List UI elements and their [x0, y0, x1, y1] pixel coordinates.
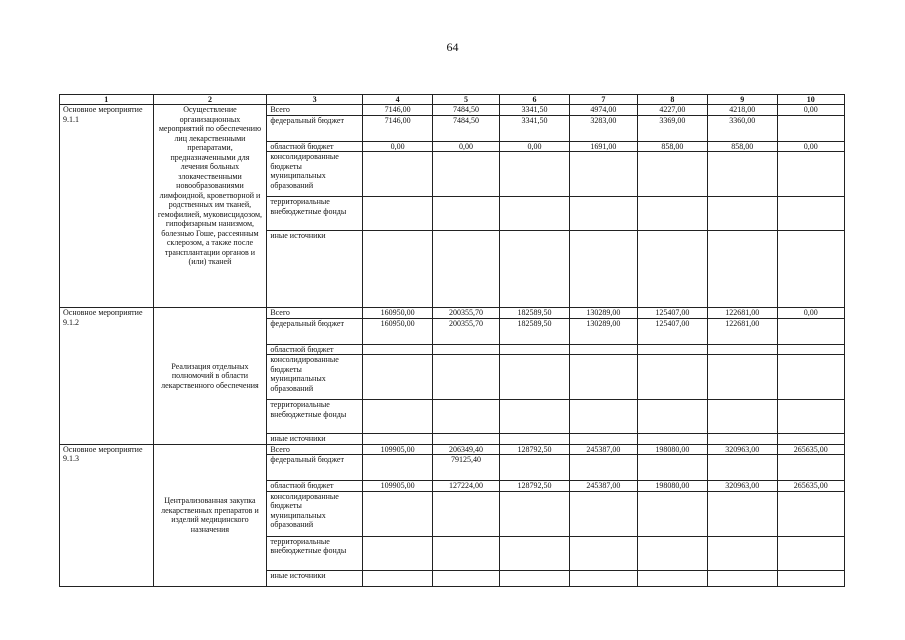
funding-source: областной бюджет: [267, 481, 363, 492]
value-cell: [637, 400, 707, 434]
value-cell: [362, 455, 432, 481]
funding-source: консолидированные бюджеты муниципальных образований: [267, 355, 363, 400]
value-cell: [570, 344, 637, 355]
value-cell: [433, 434, 499, 445]
funding-source: территориальные внебюджетные фонды: [267, 536, 363, 570]
event-name: Основное мероприятие 9.1.3: [60, 444, 154, 586]
value-cell: [708, 344, 777, 355]
event-description: Централизованная закупка лекарственных препаратов и изделий медицинского назначения: [153, 444, 267, 586]
value-cell: 160950,00: [362, 318, 432, 344]
value-cell: 198080,00: [637, 444, 707, 455]
value-cell: [433, 536, 499, 570]
funding-source: иные источники: [267, 231, 363, 308]
value-cell: 858,00: [708, 141, 777, 152]
funding-source: иные источники: [267, 570, 363, 586]
value-cell: [637, 344, 707, 355]
event-name: Основное мероприятие 9.1.1: [60, 105, 154, 308]
value-cell: [708, 491, 777, 536]
value-cell: [777, 318, 845, 344]
value-cell: 128792,50: [499, 444, 569, 455]
value-cell: [637, 152, 707, 197]
value-cell: 858,00: [637, 141, 707, 152]
value-cell: [499, 197, 569, 231]
value-cell: [637, 570, 707, 586]
value-cell: [433, 570, 499, 586]
value-cell: [637, 231, 707, 308]
value-cell: 0,00: [499, 141, 569, 152]
value-cell: 7146,00: [362, 115, 432, 141]
value-cell: 3341,50: [499, 115, 569, 141]
value-cell: 127224,00: [433, 481, 499, 492]
value-cell: 265635,00: [777, 444, 845, 455]
value-cell: [570, 455, 637, 481]
value-cell: [499, 355, 569, 400]
header-cell: 8: [637, 95, 707, 105]
value-cell: 122681,00: [708, 318, 777, 344]
value-cell: [708, 231, 777, 308]
value-cell: 109905,00: [362, 444, 432, 455]
value-cell: [777, 344, 845, 355]
value-cell: 265635,00: [777, 481, 845, 492]
value-cell: 125407,00: [637, 308, 707, 319]
value-cell: [637, 536, 707, 570]
value-cell: [708, 152, 777, 197]
value-cell: [708, 400, 777, 434]
funding-source: федеральный бюджет: [267, 115, 363, 141]
value-cell: 200355,70: [433, 308, 499, 319]
value-cell: [499, 231, 569, 308]
value-cell: 0,00: [777, 141, 845, 152]
funding-source: Всего: [267, 105, 363, 116]
value-cell: [499, 570, 569, 586]
value-cell: [777, 197, 845, 231]
value-cell: [777, 434, 845, 445]
value-cell: [433, 152, 499, 197]
value-cell: [777, 400, 845, 434]
value-cell: [362, 344, 432, 355]
value-cell: 245387,00: [570, 481, 637, 492]
value-cell: [570, 231, 637, 308]
value-cell: 182589,50: [499, 308, 569, 319]
table-row: [60, 308, 845, 319]
value-cell: 182589,50: [499, 318, 569, 344]
value-cell: [433, 400, 499, 434]
value-cell: [637, 491, 707, 536]
value-cell: [777, 455, 845, 481]
funding-source: Всего: [267, 444, 363, 455]
value-cell: [777, 231, 845, 308]
value-cell: [708, 536, 777, 570]
event-name: Основное мероприятие 9.1.2: [60, 308, 154, 445]
funding-source: областной бюджет: [267, 141, 363, 152]
table-row: [60, 105, 845, 116]
value-cell: 0,00: [362, 141, 432, 152]
value-cell: [570, 536, 637, 570]
table-body: [60, 105, 845, 587]
value-cell: [362, 491, 432, 536]
value-cell: [708, 455, 777, 481]
value-cell: 1691,00: [570, 141, 637, 152]
header-cell: 1: [60, 95, 154, 105]
value-cell: [362, 536, 432, 570]
header-row: [60, 95, 845, 105]
value-cell: [637, 455, 707, 481]
value-cell: [499, 400, 569, 434]
value-cell: 0,00: [777, 105, 845, 116]
funding-source: Всего: [267, 308, 363, 319]
value-cell: [637, 434, 707, 445]
value-cell: [499, 344, 569, 355]
value-cell: [570, 434, 637, 445]
value-cell: 320963,00: [708, 444, 777, 455]
value-cell: [637, 355, 707, 400]
value-cell: 245387,00: [570, 444, 637, 455]
value-cell: [433, 231, 499, 308]
value-cell: [777, 115, 845, 141]
value-cell: 130289,00: [570, 318, 637, 344]
value-cell: [433, 344, 499, 355]
value-cell: 79125,40: [433, 455, 499, 481]
value-cell: 3369,00: [637, 115, 707, 141]
value-cell: [570, 400, 637, 434]
value-cell: [433, 355, 499, 400]
value-cell: [637, 197, 707, 231]
funding-source: территориальные внебюджетные фонды: [267, 400, 363, 434]
header-cell: 4: [362, 95, 432, 105]
value-cell: [570, 570, 637, 586]
value-cell: 4218,00: [708, 105, 777, 116]
value-cell: [708, 197, 777, 231]
value-cell: 198080,00: [637, 481, 707, 492]
value-cell: 130289,00: [570, 308, 637, 319]
value-cell: [362, 400, 432, 434]
header-cell: 6: [499, 95, 569, 105]
financing-table: [59, 94, 845, 587]
value-cell: [777, 570, 845, 586]
value-cell: [570, 491, 637, 536]
value-cell: [362, 434, 432, 445]
value-cell: 7146,00: [362, 105, 432, 116]
value-cell: 128792,50: [499, 481, 569, 492]
value-cell: [777, 491, 845, 536]
value-cell: 0,00: [433, 141, 499, 152]
value-cell: 0,00: [777, 308, 845, 319]
value-cell: [362, 197, 432, 231]
value-cell: [499, 491, 569, 536]
value-cell: [499, 455, 569, 481]
header-cell: 10: [777, 95, 845, 105]
value-cell: 4227,00: [637, 105, 707, 116]
value-cell: [708, 570, 777, 586]
value-cell: [433, 491, 499, 536]
funding-source: территориальные внебюджетные фонды: [267, 197, 363, 231]
event-description: Реализация отдельных полномочий в области лекарственного обеспечения: [153, 308, 267, 445]
header-cell: 3: [267, 95, 363, 105]
funding-source: федеральный бюджет: [267, 455, 363, 481]
value-cell: [362, 570, 432, 586]
value-cell: [362, 152, 432, 197]
value-cell: 109905,00: [362, 481, 432, 492]
value-cell: [433, 197, 499, 231]
value-cell: 122681,00: [708, 308, 777, 319]
value-cell: 7484,50: [433, 115, 499, 141]
funding-source: областной бюджет: [267, 344, 363, 355]
header-cell: 5: [433, 95, 499, 105]
value-cell: 4974,00: [570, 105, 637, 116]
header-cell: 2: [153, 95, 267, 105]
value-cell: [708, 355, 777, 400]
value-cell: 3283,00: [570, 115, 637, 141]
value-cell: [570, 152, 637, 197]
value-cell: [708, 434, 777, 445]
funding-source: федеральный бюджет: [267, 318, 363, 344]
value-cell: 3360,00: [708, 115, 777, 141]
value-cell: 125407,00: [637, 318, 707, 344]
value-cell: 160950,00: [362, 308, 432, 319]
table-row: [60, 444, 845, 455]
header-cell: 9: [708, 95, 777, 105]
value-cell: [570, 355, 637, 400]
value-cell: [777, 152, 845, 197]
funding-source: иные источники: [267, 434, 363, 445]
value-cell: [362, 355, 432, 400]
page-number: 64: [446, 40, 459, 54]
value-cell: [499, 152, 569, 197]
funding-source: консолидированные бюджеты муниципальных образований: [267, 152, 363, 197]
value-cell: [499, 434, 569, 445]
event-description: Осуществление организационных мероприятий по обеспечению лиц лекарственными препаратами, предназначенными для лечения больных злокачественными новообразованиями лимфоидной, кроветворной и родственных им тканей, гемофилией, муковисцидозом, гипофизарным нанизмом, болезнью Гоше, рассеянным склерозом, а также после трансплантации органов и (или) тканей: [153, 105, 267, 308]
value-cell: 3341,50: [499, 105, 569, 116]
value-cell: [499, 536, 569, 570]
value-cell: [362, 231, 432, 308]
funding-source: консолидированные бюджеты муниципальных образований: [267, 491, 363, 536]
value-cell: 206349,40: [433, 444, 499, 455]
value-cell: [777, 536, 845, 570]
value-cell: 7484,50: [433, 105, 499, 116]
value-cell: 200355,70: [433, 318, 499, 344]
value-cell: [570, 197, 637, 231]
value-cell: [777, 355, 845, 400]
value-cell: 320963,00: [708, 481, 777, 492]
header-cell: 7: [570, 95, 637, 105]
